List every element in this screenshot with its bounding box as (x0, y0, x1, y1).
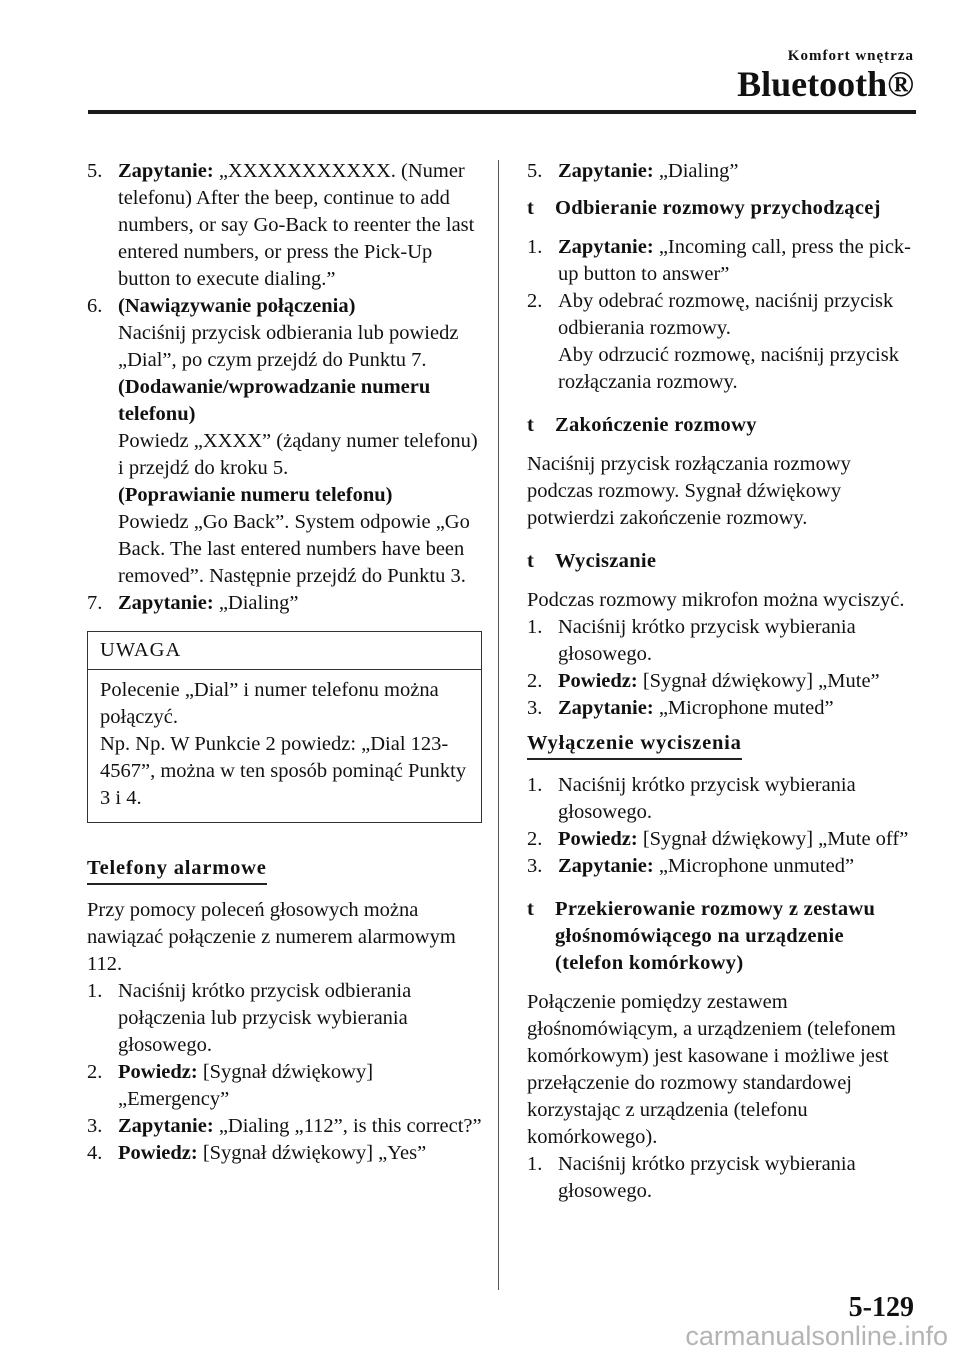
left-column (87, 158, 482, 1167)
step-number: 4. (87, 1142, 103, 1164)
step-number: 2. (527, 670, 543, 692)
step-5-item (87, 158, 482, 293)
step-text: [Sygnał dźwiękowy] „Emergency” (118, 1061, 374, 1110)
header-rule (88, 110, 916, 114)
heading-text: Odbieranie rozmowy przychodzącej (555, 197, 881, 219)
unmute-step-2 (527, 826, 917, 853)
section-bullet-icon: t (527, 414, 535, 436)
page-title: Bluetooth® (737, 64, 914, 104)
step-label: Powiedz: (558, 828, 638, 850)
section-bullet-icon: t (527, 197, 535, 219)
mute-heading (527, 548, 917, 575)
step-number: 7. (87, 592, 103, 614)
step-number: 2. (87, 1061, 103, 1083)
emergency-step-4 (87, 1140, 482, 1167)
incoming-heading (527, 195, 917, 222)
step-text: „Microphone unmuted” (653, 855, 855, 877)
step-text: „Dialing” (653, 160, 739, 182)
step-number: 3. (87, 1115, 103, 1137)
transfer-step-1 (527, 1151, 917, 1205)
step-label: Powiedz: (558, 670, 638, 692)
step-number: 5. (527, 160, 543, 182)
step-subtitle: (Poprawianie numeru telefonu) (118, 484, 393, 506)
mute-step-1 (527, 614, 917, 668)
step-text: Aby odebrać rozmowę, naciśnij przycisk odbierania rozmowy. (558, 290, 894, 339)
right-column (527, 158, 917, 1205)
section-bullet-icon: t (527, 898, 535, 920)
unmute-step-1 (527, 772, 917, 826)
note-line: Polecenie „Dial” i numer telefonu można połączyć. (100, 679, 439, 728)
section-bullet-icon: t (527, 550, 535, 572)
step-subtitle: (Dodawanie/wprowadzanie numeru telefonu) (118, 376, 431, 425)
step-text: Powiedz „XXXX” (żądany numer telefonu) i przejdź do kroku 5. (118, 430, 478, 479)
step-text: [Sygnał dźwiękowy] „Yes” (197, 1142, 427, 1164)
step-label: Powiedz: (118, 1142, 198, 1164)
mute-step-2 (527, 668, 917, 695)
step-text: Naciśnij krótko przycisk wybierania głosowego. (558, 1153, 856, 1202)
step-text: [Sygnał dźwiękowy] „Mute” (637, 670, 880, 692)
watermark: carmanualsonline.info (685, 1321, 948, 1351)
page-number: 5-129 (848, 1292, 914, 1323)
step-label: Zapytanie: (118, 160, 214, 182)
step-text: [Sygnał dźwiękowy] „Mute off” (637, 828, 909, 850)
note-box (87, 631, 482, 823)
step-subtitle: (Nawiązywanie połączenia) (118, 295, 356, 317)
column-divider (498, 160, 499, 1290)
heading-text: Przekierowanie rozmowy z zestawu głośnomówiącego na urządzenie (telefon komórkowy) (555, 898, 876, 974)
emergency-heading: Telefony alarmowe (87, 855, 267, 885)
step-label: Zapytanie: (118, 1115, 214, 1137)
step-text: Naciśnij krótko przycisk odbierania połączenia lub przycisk wybierania głosowego. (118, 980, 412, 1056)
step-label: Zapytanie: (558, 160, 654, 182)
incoming-step-2 (527, 288, 917, 396)
step-7-item (87, 590, 482, 617)
step-number: 2. (527, 290, 543, 312)
step-6-item (87, 293, 482, 590)
step-number: 1. (527, 1153, 543, 1175)
transfer-text: Połączenie pomiędzy zestawem głośnomówiącym, a urządzeniem (telefonem komórkowym) jest kasowane i możliwe jest przełączenie do rozmowy standardowej korzystając z urządzenia (telefonu komórkowego). (527, 991, 896, 1148)
step-label: Powiedz: (118, 1061, 198, 1083)
step-5-item (527, 158, 917, 185)
step-number: 5. (87, 160, 103, 182)
step-text: „Microphone muted” (653, 697, 834, 719)
emergency-step-1 (87, 978, 482, 1059)
note-body (88, 670, 481, 822)
step-number: 1. (87, 980, 103, 1002)
step-text: „Dialing „112”, is this correct?” (213, 1115, 482, 1137)
step-text: „Incoming call, press the pick-up button to answer” (558, 236, 911, 285)
unmute-heading: Wyłączenie wyciszenia (527, 730, 742, 760)
section-label: Komfort wnętrza (787, 48, 914, 64)
mute-intro: Podczas rozmowy mikrofon można wyciszyć. (527, 589, 905, 611)
step-label: Zapytanie: (118, 592, 214, 614)
step-number: 1. (527, 236, 543, 258)
heading-text: Zakończenie rozmowy (555, 414, 757, 436)
step-text: Naciśnij krótko przycisk wybierania głosowego. (558, 774, 856, 823)
unmute-step-3 (527, 853, 917, 880)
step-text: Aby odrzucić rozmowę, naciśnij przycisk rozłączania rozmowy. (558, 344, 899, 393)
incoming-step-1 (527, 234, 917, 288)
step-label: Zapytanie: (558, 697, 654, 719)
step-number: 3. (527, 697, 543, 719)
step-text: Powiedz „Go Back”. System odpowie „Go Back. The last entered numbers have been removed”. Następnie przejdź do Punktu 3. (118, 511, 470, 587)
step-number: 1. (527, 774, 543, 796)
end-call-text: Naciśnij przycisk rozłączania rozmowy podczas rozmowy. Sygnał dźwiękowy potwierdzi zakończenie rozmowy. (527, 453, 851, 529)
step-label: Zapytanie: (558, 855, 654, 877)
step-text: Naciśnij przycisk odbierania lub powiedz „Dial”, po czym przejdź do Punktu 7. (118, 322, 459, 371)
note-title: UWAGA (88, 632, 481, 670)
transfer-heading (527, 896, 917, 977)
step-number: 6. (87, 295, 103, 317)
note-line: Np. Np. W Punkcie 2 powiedz: „Dial 123-4567”, można w ten sposób pominąć Punkty 3 i 4. (100, 733, 467, 809)
step-text: „Dialing” (213, 592, 299, 614)
step-label: Zapytanie: (558, 236, 654, 258)
emergency-step-2 (87, 1059, 482, 1113)
emergency-intro: Przy pomocy poleceń głosowych można nawiązać połączenie z numerem alarmowym 112. (87, 899, 456, 975)
step-number: 3. (527, 855, 543, 877)
mute-step-3 (527, 695, 917, 722)
emergency-step-3 (87, 1113, 482, 1140)
end-call-heading (527, 412, 917, 439)
step-text: „XXXXXXXXXXX. (Numer telefonu) After the beep, continue to add numbers, or say Go-Back to reenter the last entered numbers, or press the Pick-Up button to execute dialing.” (118, 160, 475, 290)
step-number: 2. (527, 828, 543, 850)
step-number: 1. (527, 616, 543, 638)
step-text: Naciśnij krótko przycisk wybierania głosowego. (558, 616, 856, 665)
heading-text: Wyciszanie (555, 550, 657, 572)
